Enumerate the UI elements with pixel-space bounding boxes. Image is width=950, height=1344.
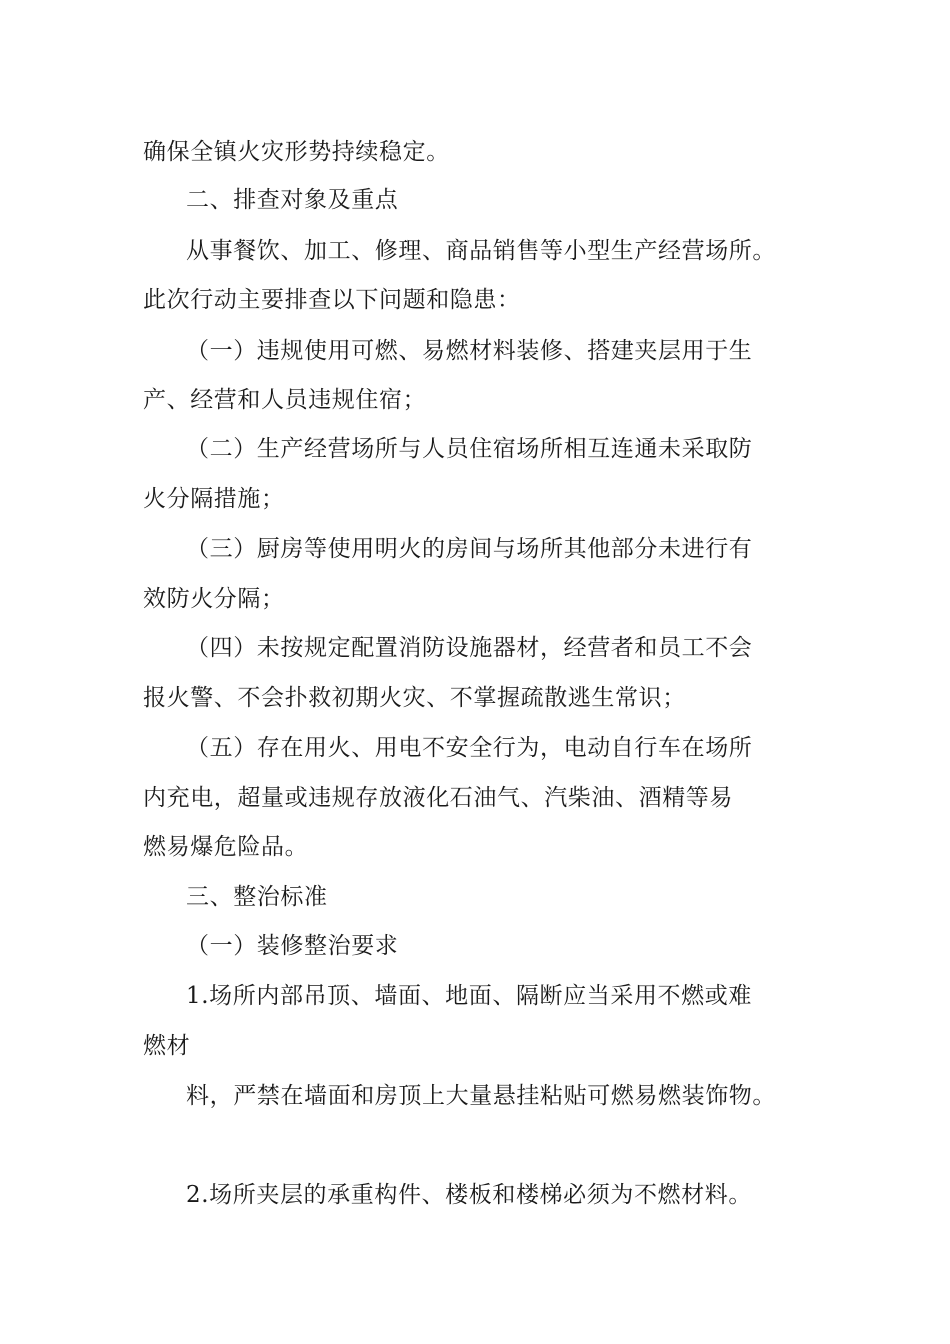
list-item-line: 效防火分隔；	[143, 586, 285, 612]
paragraph-line: 此次行动主要排查以下问题和隐患：	[143, 287, 521, 313]
list-item-line: （四）未按规定配置消防设施器材，经营者和员工不会	[186, 635, 753, 661]
numbered-item-line: 2.场所夹层的承重构件、楼板和楼梯必须为不燃材料。	[186, 1182, 752, 1208]
section-heading: 二、排查对象及重点	[186, 187, 399, 213]
list-item-line: （三）厨房等使用明火的房间与场所其他部分未进行有	[186, 536, 753, 562]
list-item-line: （一）违规使用可燃、易燃材料装修、搭建夹层用于生	[186, 338, 753, 364]
list-item-line: 报火警、不会扑救初期火灾、不掌握疏散逃生常识；	[143, 685, 686, 711]
list-item-line: 产、经营和人员违规住宿；	[143, 387, 427, 413]
paragraph-line: 确保全镇火灾形势持续稳定。	[143, 139, 450, 165]
numbered-item-line: 1.场所内部吊顶、墙面、地面、隔断应当采用不燃或难	[186, 983, 752, 1009]
section-heading: 三、整治标准	[186, 884, 328, 910]
list-item-line: 火分隔措施；	[143, 486, 285, 512]
list-item-line: 燃易爆危险品。	[143, 834, 309, 860]
paragraph-line: 从事餐饮、加工、修理、商品销售等小型生产经营场所。	[186, 238, 776, 264]
numbered-item-line: 料，严禁在墙面和房顶上大量悬挂粘贴可燃易燃装饰物。	[186, 1083, 776, 1109]
list-item-line: （五）存在用火、用电不安全行为，电动自行车在场所	[186, 735, 753, 761]
subsection-heading: （一）装修整治要求	[186, 933, 399, 959]
list-item-line: 内充电，超量或违规存放液化石油气、汽柴油、酒精等易	[143, 785, 733, 811]
numbered-item-line: 燃材	[143, 1033, 191, 1059]
list-item-line: （二）生产经营场所与人员住宿场所相互连通未采取防	[186, 436, 753, 462]
